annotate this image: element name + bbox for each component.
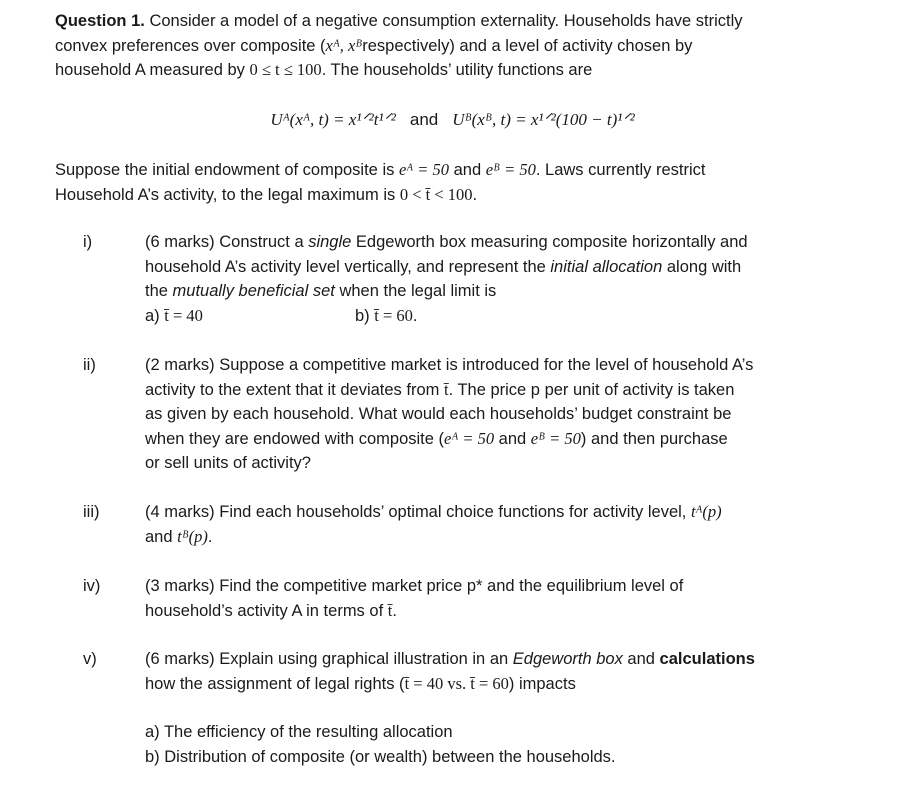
utility-a: Uᴬ(xᴬ, t) = x¹ᐟ²t¹ᐟ² xyxy=(270,110,396,129)
part-v-a: a) The efficiency of the resulting allocation xyxy=(145,723,453,741)
part-text: (6 marks) Explain using graphical illustration in an Edgeworth box and calculations how the assignment of legal rights (t̄ = 40 vs. t̄ = 60) impacts a) The efficiency of the resulting allocation b) Distribution of composite (or wealth) between the households. xyxy=(145,647,835,769)
intro-line-2: convex preferences over composite (xᴬ, xᴮrespectively) and a level of activity chosen by xyxy=(55,35,693,55)
intro-line-1: Question 1. Consider a model of a negative consumption externality. Households have strictly xyxy=(55,12,743,30)
utility-equation xyxy=(0,108,905,133)
part-text: (6 marks) Construct a single Edgeworth box measuring composite horizontally and household A’s activity level vertically, and represent the initial allocation along with the mutually beneficial set when the legal limit is a) t̄ = 40 b) t̄ = 60. xyxy=(145,230,835,328)
part-text: (3 marks) Find the competitive market price p* and the equilibrium level of household’s activity A in terms of t̄. xyxy=(145,577,684,620)
part-v-b: b) Distribution of composite (or wealth) between the households. xyxy=(145,747,616,766)
part-number: iv) xyxy=(83,577,101,595)
part-text: (4 marks) Find each households’ optimal choice functions for activity level, tᴬ(p) and tᴮ(p). xyxy=(145,502,722,546)
part-i-a: a) t̄ = 40 xyxy=(145,305,203,325)
part-number: i) xyxy=(83,233,93,251)
part-number: v) xyxy=(83,650,97,668)
question-intro xyxy=(55,9,845,83)
question-heading: Question 1. xyxy=(55,12,145,30)
part-number: ii) xyxy=(83,356,96,374)
equation-connector: and xyxy=(409,110,439,129)
endowment-paragraph: Suppose the initial endowment of composite is eᴬ = 50 and eᴮ = 50. Laws currently restrict Household A’s activity, to the legal maximum is 0 < t̄ < 100. xyxy=(55,160,706,204)
part-text: (2 marks) Suppose a competitive market is introduced for the level of household A’s activity to the extent that it deviates from t̄. The price p per unit of activity is taken as given by each household. What would each households’ budget constraint be when they are endowed with composite (eᴬ = 50 and eᴮ = 50) and then purchase or sell units of activity? xyxy=(145,356,754,472)
part-i-b: b) t̄ = 60. xyxy=(355,305,418,325)
part-number: iii) xyxy=(83,503,100,521)
utility-b: Uᴮ(xᴮ, t) = x¹ᐟ²(100 − t)¹ᐟ² xyxy=(452,110,635,129)
intro-line-3: household A measured by 0 ≤ t ≤ 100. The households’ utility functions are xyxy=(55,60,593,79)
